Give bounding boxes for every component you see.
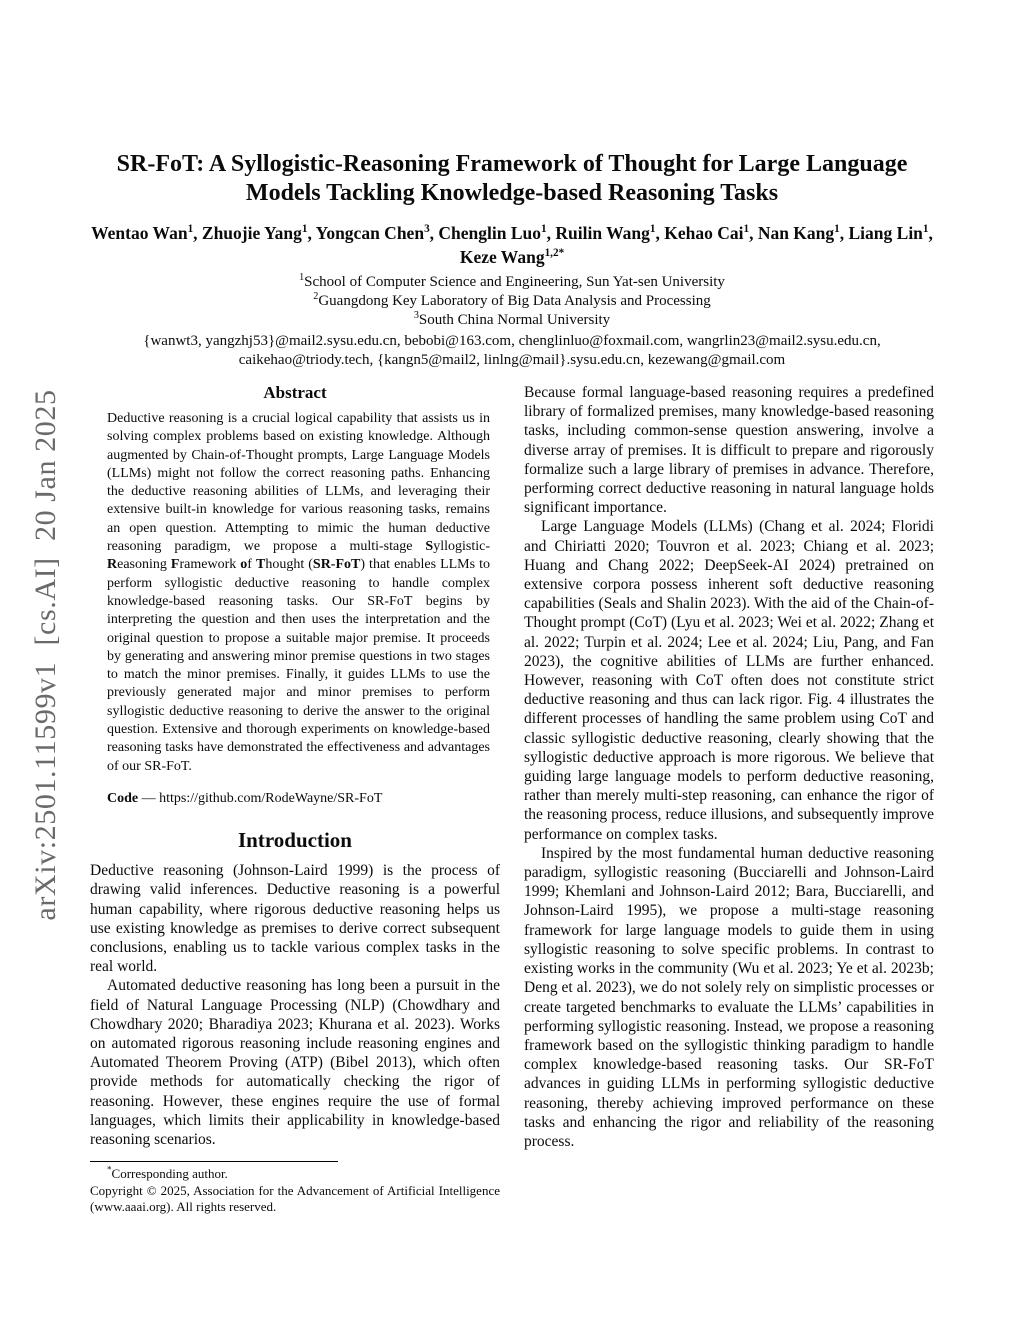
author-list: Wentao Wan$^1$, Zhuojie Yang$^1$, Yongcan Chen$^3$, Chenglin Luo$^1$, Ruilin Wang$^1$, Kehao Cai$^1$, Nan Kang$^1$, Liang Lin$^1$, Keze Wang$^{1,2*}$ (91, 223, 933, 267)
affiliation-line: $^3$South China Normal University (413, 310, 611, 328)
paragraph: Inspired by the most fundamental human deductive reasoning paradigm, syllogistic reasoning (Bucciarelli and Johnson-Laird 1999; Khemlani and Johnson-Laird 2012; Bara, Bucciarelli, and Johnson-Laird 1995), we propose a multi-stage reasoning framework for large language models to guide them in using syllogistic reasoning to solve specific problems. In contrast to existing works in the community (Wu et al. 2023; Ye et al. 2023b; Deng et al. 2023), we do not solely rely on simplistic processes or create targeted benchmarks to evaluate the LLMs’ capabilities in performing syllogistic reasoning. Instead, we propose a reasoning framework based on the syllogistic thinking paradigm to handle complex knowledge-based reasoning tasks. Our SR-FoT advances in guiding LLMs in performing syllogistic deductive reasoning, thereby achieving improved performance on these tasks and enhancing the rigor and reliability of the reasoning process. (524, 844, 934, 1150)
code-url-link[interactable]: https://github.com/RodeWayne/SR-FoT (159, 790, 383, 806)
footnote-block (90, 1161, 500, 1216)
author: Zhuojie Yang$^1$ (201, 223, 308, 243)
author: Ruilin Wang$^1$ (555, 223, 656, 243)
paragraph: Automated deductive reasoning has long been a pursuit in the field of Natural Language Processing (NLP) (Chowdhary and Chowdhary 2020; Bharadiya 2023; Khurana et al. 2023). Works on automated rigorous reasoning include reasoning engines and Automated Theorem Proving (ATP) (Bibel 2013), which often provide methods for automatically checking the rigor of reasoning. However, these engines require the use of formal languages, which limits their applicability in knowledge-based reasoning scenarios. (90, 977, 500, 1149)
left-column (90, 383, 500, 1216)
footnote-corresponding: *Corresponding author. (107, 1164, 228, 1182)
author: Kehao Cai$^1$ (664, 223, 750, 243)
author: Liang Lin$^1$ (848, 223, 929, 243)
footnote-copyright: Copyright © 2025, Association for the Advancement of Artificial Intelligence (www.aaai.org). All rights reserved. (90, 1182, 500, 1215)
affiliation-list (90, 273, 934, 330)
author: Yongcan Chen$^3$ (315, 223, 430, 243)
intro-paragraphs (90, 861, 500, 1149)
abstract-heading: Abstract (263, 383, 327, 402)
code-label: Code (107, 790, 139, 806)
paragraph: Large Language Models (LLMs) (Chang et al. 2024; Floridi and Chiriatti 2020; Touvron et al. 2023; Chiang et al. 2023; Huang and Chang 2022; DeepSeek-AI 2024) pretrained on extensive corpora possess inherent soft deductive reasoning capabilities (Seals and Shalin 2023). With the aid of the Chain-of-Thought prompt (CoT) (Lyu et al. 2023; Wei et al. 2022; Zhang et al. 2022; Turpin et al. 2024; Lee et al. 2024; Liu, Pang, and Fan 2023), the cognitive abilities of LLMs are further enhanced. However, reasoning with CoT often does not constitute strict deductive reasoning and thus can lack rigor. Fig. 4 illustrates the different processes of handling the same problem using CoT and classic syllogistic deductive reasoning, clearly showing that the syllogistic deductive approach is more rigorous. We believe that guiding large language models to perform deductive reasoning, rather than merely multi-step reasoning, can enhance the rigor of the reasoning process, reduce illusions, and subsequently improve performance on complex tasks. (524, 518, 934, 843)
introduction-heading: Introduction (238, 828, 352, 853)
email-line-2: caikehao@triody.tech, {kangn5@mail2, linlng@mail}.sysu.edu.cn, kezewang@gmail.com (238, 352, 786, 368)
code-dash: — (138, 790, 160, 806)
arxiv-watermark: arXiv:2501.11599v1 [cs.AI] 20 Jan 2025 (29, 389, 62, 921)
paper-title: SR-FoT: A Syllogistic-Reasoning Framework of Thought for Large Language Models Tackling Knowledge-based Reasoning Tasks (116, 151, 908, 206)
abstract-body: Deductive reasoning is a crucial logical capability that assists us in solving complex problems based on existing knowledge. Although augmented by Chain-of-Thought prompts, Large Language Models (LLMs) might not follow the correct reasoning paths. Enhancing the deductive reasoning abilities of LLMs, and leveraging their extensive built-in knowledge for various reasoning tasks, remains an open question. Attempting to mimic the human deductive reasoning paradigm, we propose a multi-stage Syllogistic-Reasoning Framework of Thought (SR-FoT) that enables LLMs to perform syllogistic deductive reasoning to handle complex knowledge-based reasoning tasks. Our SR-FoT begins by interpreting the question and then uses the interpretation and the original question to propose a suitable major premise. It proceeds by generating and answering minor premise questions in two stages to match the minor premises. Finally, it guides LLMs to use the previously generated major and minor premises to perform syllogistic deductive reasoning to derive the answer to the original question. Extensive and thorough experiments on knowledge-based reasoning tasks have demonstrated the effectiveness and advantages of our SR-FoT. (107, 411, 490, 774)
author: Keze Wang$^{1,2*}$ (459, 247, 565, 267)
footnote-rule (90, 1161, 338, 1162)
footnote-star: * (107, 1164, 112, 1175)
email-block (90, 332, 934, 370)
author: Wentao Wan$^1$ (91, 223, 194, 243)
affiliation-line: $^2$Guangdong Key Laboratory of Big Data Analysis and Processing (313, 291, 711, 309)
paragraph: Deductive reasoning (Johnson-Laird 1999) is the process of drawing valid inferences. Deductive reasoning is a powerful human capability, where rigorous deductive reasoning helps us use existing knowledge as premises to derive correct subsequent conclusions, enabling us to tackle various complex tasks in the real world. (90, 862, 500, 976)
author: Chenglin Luo$^1$ (438, 223, 547, 243)
code-line (90, 790, 500, 808)
paper-page (90, 150, 934, 1216)
email-line-1: {wanwt3, yangzhj53}@mail2.sysu.edu.cn, bebobi@163.com, chenglinluo@foxmail.com, wangrlin23@mail2.sysu.edu.cn, (143, 333, 881, 349)
right-column (524, 383, 934, 1151)
two-column-body (90, 383, 934, 1216)
paragraph: Because formal language-based reasoning requires a predefined library of formalized premises, many knowledge-based reasoning tasks, including common-sense question answering, involve a diverse array of premises. It is difficult to prepare and rigorously formalize such a large library of premises in advance. Therefore, performing correct deductive reasoning in natural language holds significant importance. (524, 384, 934, 517)
author: Nan Kang$^1$ (757, 223, 840, 243)
affiliation-line: $^1$School of Computer Science and Engineering, Sun Yat-sen University (299, 272, 725, 290)
